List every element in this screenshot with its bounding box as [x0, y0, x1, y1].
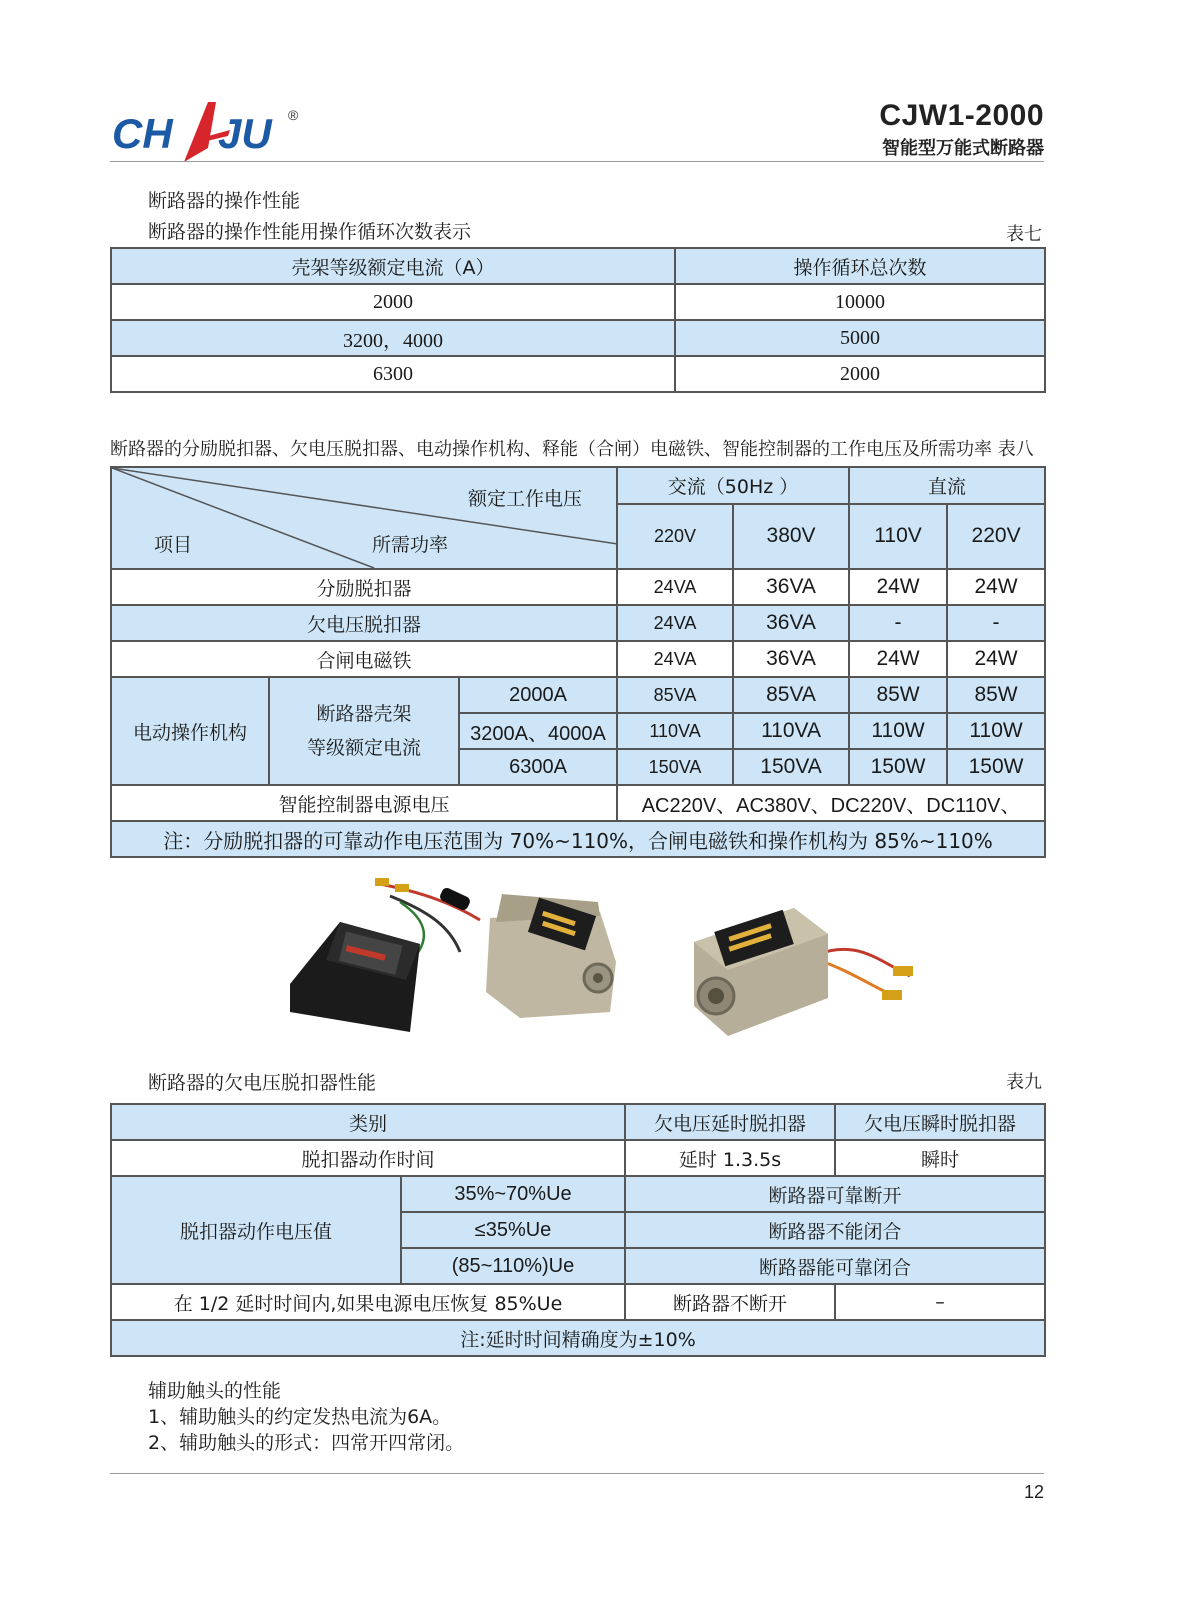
header-divider — [110, 161, 1044, 162]
table8-cell: - — [947, 605, 1045, 641]
table8-cell: 36VA — [733, 605, 849, 641]
table8-note: 注：分励脱扣器的可靠动作电压范围为 70%~110%，合闸电磁铁和操作机构为 85%~110% — [111, 821, 1045, 857]
table8-cell: 36VA — [733, 641, 849, 677]
table8-caption: 断路器的分励脱扣器、欠电压脱扣器、电动操作机构、释能（合闸）电磁铁、智能控制器的工作电压及所需功率 表八 — [110, 439, 1034, 460]
table8-controller-label: 智能控制器电源电压 — [111, 785, 617, 821]
product-photo-undervoltage-release — [280, 872, 630, 1046]
table9-cell: 瞬时 — [835, 1140, 1045, 1176]
table9-cell: – — [835, 1284, 1045, 1320]
table8-cell: 24VA — [617, 641, 733, 677]
product-photo-shunt-release — [688, 880, 928, 1044]
table9-voltage-range: 35%~70%Ue — [401, 1176, 625, 1212]
table8-cell: 24W — [947, 641, 1045, 677]
table7-tag: 表七 — [1006, 224, 1042, 245]
diag-label-voltage: 额定工作电压 — [468, 488, 583, 510]
table9-cell: 延时 1.3.5s — [625, 1140, 835, 1176]
table8-cell: 24VA — [617, 569, 733, 605]
table8-motor-current: 3200A、4000A — [459, 713, 617, 749]
table8-ac-header: 交流（50Hz ） — [617, 467, 849, 504]
table9-voltage-range: (85~110%)Ue — [401, 1248, 625, 1284]
table9-voltage-range: ≤35%Ue — [401, 1212, 625, 1248]
svg-text:JU: JU — [218, 110, 272, 157]
table8-cell: 36VA — [733, 569, 849, 605]
table9-row-label: 脱扣器动作时间 — [111, 1140, 625, 1176]
brand-logo — [112, 100, 312, 170]
diag-label-power: 所需功率 — [372, 534, 449, 556]
model-number: CJW1-2000 — [879, 99, 1044, 132]
table8-motor-current: 6300A — [459, 749, 617, 785]
frame-label-line1: 断路器壳架 — [316, 703, 412, 725]
table9 — [110, 1103, 1046, 1357]
table9-voltage-result: 断路器可靠断开 — [625, 1176, 1045, 1212]
section-heading-operation: 断路器的操作性能 — [148, 190, 301, 212]
table8 — [110, 466, 1046, 858]
footer-divider — [110, 1473, 1044, 1474]
page-number: 12 — [1023, 1482, 1044, 1502]
table8-volt-header: 380V — [733, 504, 849, 569]
product-subtitle: 智能型万能式断路器 — [882, 138, 1044, 159]
table9-col-header: 欠电压延时脱扣器 — [625, 1104, 835, 1140]
table9-caption: 断路器的欠电压脱扣器性能 — [148, 1072, 377, 1094]
table9-voltage-label: 脱扣器动作电压值 — [111, 1176, 401, 1284]
table8-cell: 85VA — [733, 677, 849, 713]
table8-controller-value: AC220V、AC380V、DC220V、DC110V、 — [617, 785, 1045, 821]
auxiliary-item: 1、辅助触头的约定发热电流为6A。 — [148, 1406, 452, 1428]
table8-cell: 85W — [947, 677, 1045, 713]
table9-note: 注:延时时间精确度为±10% — [111, 1320, 1045, 1356]
table8-row-label: 合闸电磁铁 — [111, 641, 617, 677]
table8-cell: 24W — [849, 569, 947, 605]
table7-cell: 5000 — [675, 320, 1045, 356]
table9-col-header: 欠电压瞬时脱扣器 — [835, 1104, 1045, 1140]
section-heading-auxiliary: 辅助触头的性能 — [148, 1380, 282, 1402]
table8-row-label: 欠电压脱扣器 — [111, 605, 617, 641]
table8-cell: 24W — [849, 641, 947, 677]
table7-col-header: 壳架等级额定电流（A） — [111, 248, 675, 284]
table8-cell: 24VA — [617, 605, 733, 641]
diag-label-item: 项目 — [154, 534, 193, 556]
table8-cell: 150W — [947, 749, 1045, 785]
table8-cell: 24W — [947, 569, 1045, 605]
table8-volt-header: 110V — [849, 504, 947, 569]
table8-motor-label: 电动操作机构 — [111, 677, 269, 785]
table7-cell: 2000 — [111, 284, 675, 320]
table8-cell: 150W — [849, 749, 947, 785]
table9-col-header: 类别 — [111, 1104, 625, 1140]
table8-motor-current: 2000A — [459, 677, 617, 713]
table8-cell: 150VA — [733, 749, 849, 785]
table8-diagonal-header — [111, 467, 617, 569]
table7-col-header: 操作循环总次数 — [675, 248, 1045, 284]
table7-cell: 2000 — [675, 356, 1045, 392]
table8-volt-header: 220V — [947, 504, 1045, 569]
table8-row-label: 分励脱扣器 — [111, 569, 617, 605]
table8-cell: 110W — [849, 713, 947, 749]
table7-cell: 6300 — [111, 356, 675, 392]
table8-cell: 150VA — [617, 749, 733, 785]
frame-label-line2: 等级额定电流 — [306, 737, 421, 759]
table7 — [110, 247, 1046, 393]
svg-text:CH: CH — [112, 110, 173, 157]
table8-cell: 110VA — [733, 713, 849, 749]
table9-recover-label: 在 1/2 延时时间内,如果电源电压恢复 85%Ue — [111, 1284, 625, 1320]
table9-voltage-result: 断路器不能闭合 — [625, 1212, 1045, 1248]
table8-frame-label — [269, 677, 459, 785]
table8-volt-header: 220V — [617, 504, 733, 569]
table8-dc-header: 直流 — [849, 467, 1045, 504]
table9-voltage-result: 断路器能可靠闭合 — [625, 1248, 1045, 1284]
table8-cell: 85W — [849, 677, 947, 713]
table9-cell: 断路器不断开 — [625, 1284, 835, 1320]
table8-cell: 110W — [947, 713, 1045, 749]
table8-cell: 110VA — [617, 713, 733, 749]
table8-cell: - — [849, 605, 947, 641]
table7-caption: 断路器的操作性能用操作循环次数表示 — [148, 221, 472, 243]
table7-cell: 10000 — [675, 284, 1045, 320]
table8-cell: 85VA — [617, 677, 733, 713]
svg-text:®: ® — [288, 107, 299, 123]
table7-cell: 3200，4000 — [111, 320, 675, 356]
table9-tag: 表九 — [1006, 1072, 1042, 1093]
auxiliary-item: 2、辅助触头的形式：四常开四常闭。 — [148, 1432, 465, 1454]
